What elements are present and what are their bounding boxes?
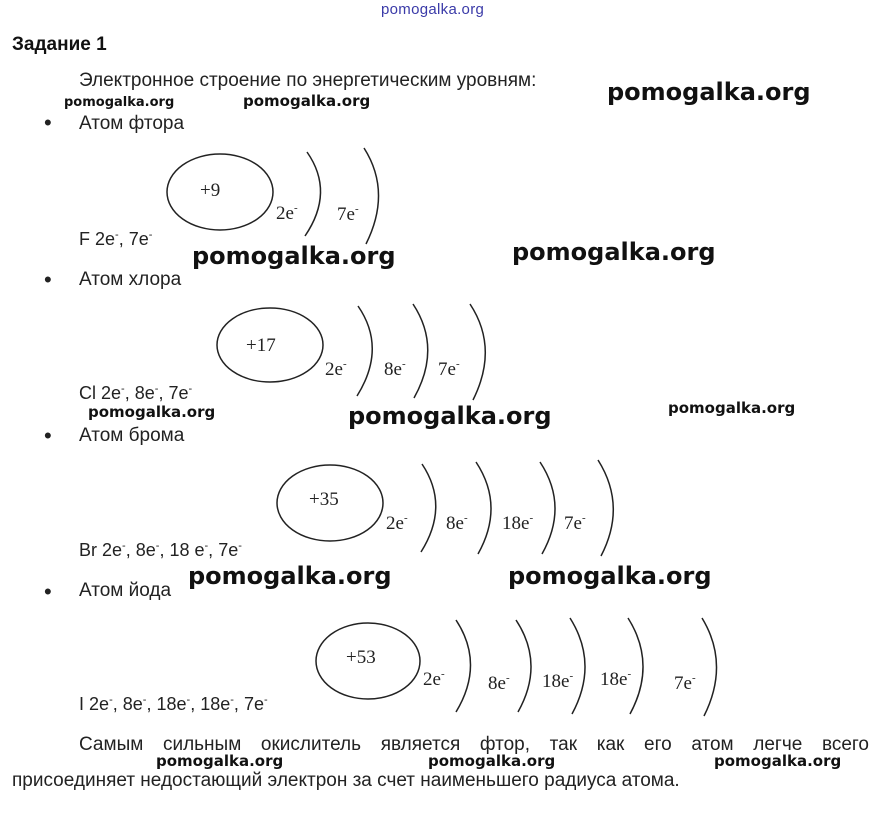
atom-label-bromine: Атом брома [79, 425, 185, 446]
shell-arc [456, 620, 471, 712]
shell-label: 7e- [674, 672, 696, 694]
watermark: pomogalka.org [607, 78, 811, 106]
formula-fluorine: F 2e-, 7e- [79, 229, 153, 249]
formula-chlorine: Cl 2e-, 8e-, 7e- [79, 383, 193, 403]
shell-label: 18e- [502, 512, 534, 534]
shell-label: 2e- [386, 512, 408, 534]
shell-arc [570, 618, 585, 714]
shell-label: 7e- [438, 358, 460, 380]
conclusion-line-1: Самым сильным окислитель является фтор, так как его атом легче всего [79, 734, 869, 755]
shell-arc [476, 462, 491, 554]
atom-diagram-fluorine [160, 140, 400, 250]
shell-arc [421, 464, 436, 552]
shell-arc [364, 148, 379, 244]
atom-diagram-bromine [270, 456, 630, 561]
shell-label: 2e- [325, 358, 347, 380]
watermark: pomogalka.org [428, 752, 556, 770]
shell-label: 2e- [423, 668, 445, 690]
shell-arc [540, 462, 555, 554]
formula-bromine: Br 2e-, 8e-, 18 e-, 7e- [79, 540, 242, 560]
shell-label: 18e- [600, 668, 632, 690]
watermark: pomogalka.org [156, 752, 284, 770]
atom-label-fluorine: Атом фтора [79, 113, 185, 134]
shell-label: 18e- [542, 670, 574, 692]
task-title: Задание 1 [12, 34, 107, 55]
shell-label: 8e- [488, 672, 510, 694]
shell-arc [413, 304, 428, 398]
watermark: pomogalka.org [348, 402, 552, 430]
shell-arc [598, 460, 613, 556]
shell-label: 8e- [384, 358, 406, 380]
shell-arc [702, 618, 717, 716]
shell-label: 2e- [276, 202, 298, 224]
list-bullet: • [44, 267, 52, 292]
atom-label-iodine: Атом йода [79, 580, 172, 601]
atom-diagram-chlorine [210, 300, 500, 405]
shell-label: 8e- [446, 512, 468, 534]
shell-arc [470, 304, 485, 400]
nucleus-charge: +17 [246, 335, 276, 356]
shell-label: 7e- [564, 512, 586, 534]
nucleus-charge: +53 [346, 647, 376, 668]
watermark: pomogalka.org [243, 92, 371, 110]
watermark: pomogalka.org [64, 95, 175, 110]
nucleus-charge: +9 [200, 180, 221, 201]
shell-arc [357, 306, 372, 396]
atom-label-chlorine: Атом хлора [79, 269, 182, 290]
shell-arc [516, 620, 531, 712]
shell-arc [628, 618, 643, 714]
watermark: pomogalka.org [188, 562, 392, 590]
watermark: pomogalka.org [88, 403, 216, 421]
watermark: pomogalka.org [192, 242, 396, 270]
list-bullet: • [44, 579, 52, 604]
site-header-watermark: pomogalka.org [381, 1, 485, 18]
list-bullet: • [44, 110, 52, 135]
watermark: pomogalka.org [508, 562, 712, 590]
intro-text: Электронное строение по энергетическим уровням: [79, 70, 537, 91]
watermark: pomogalka.org [668, 399, 796, 417]
watermark: pomogalka.org [714, 752, 842, 770]
shell-arc [305, 152, 321, 236]
shell-label: 7e- [337, 203, 359, 225]
atom-diagram-iodine [310, 612, 730, 720]
conclusion-line-2: присоединяет недостающий электрон за счет наименьшего радиуса атома. [12, 770, 680, 791]
watermark: pomogalka.org [512, 238, 716, 266]
formula-iodine: I 2e-, 8e-, 18e-, 18e-, 7e- [79, 694, 268, 714]
nucleus-charge: +35 [309, 489, 339, 510]
list-bullet: • [44, 423, 52, 448]
